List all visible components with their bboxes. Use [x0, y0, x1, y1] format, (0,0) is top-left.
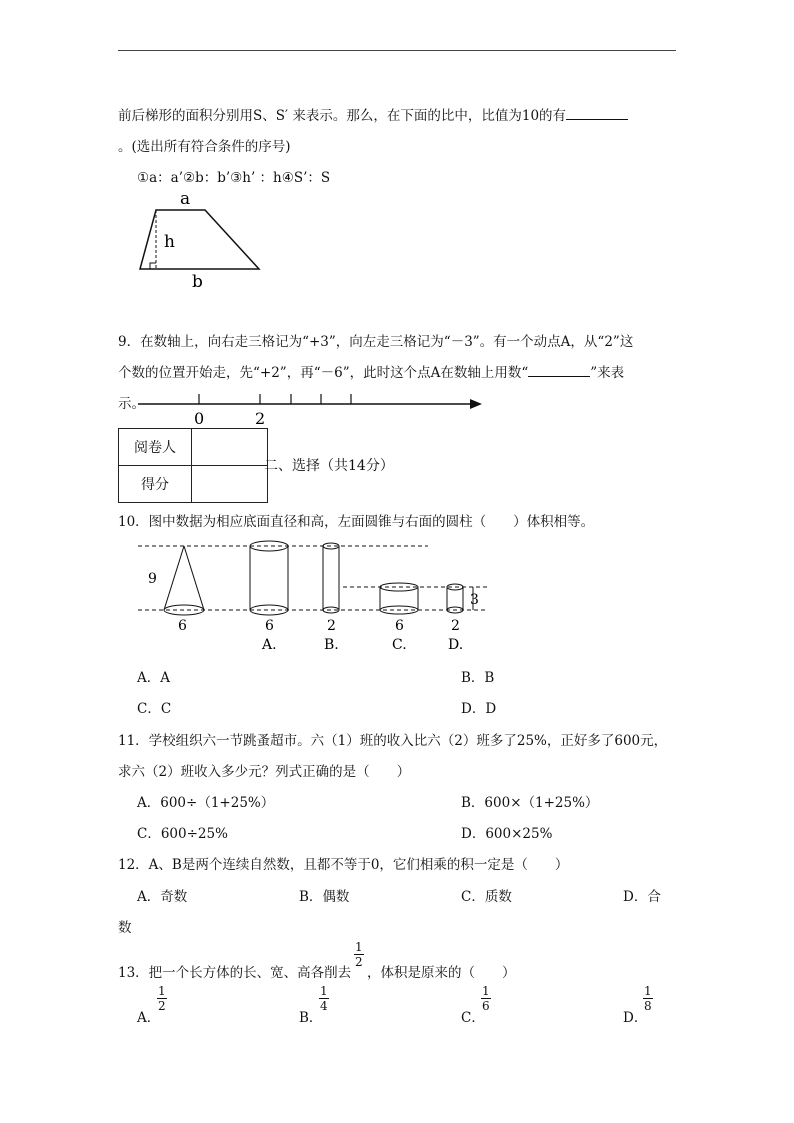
cylA-letter: A. — [262, 637, 277, 653]
q9-line2-end: ”来表 — [590, 365, 625, 381]
q12-option-c[interactable]: C．质数 — [461, 889, 512, 905]
trapezoid-height-label: h — [164, 232, 175, 252]
q10-option-b[interactable]: B．B — [461, 670, 495, 686]
q13-stem-fraction — [354, 940, 364, 969]
q12-option-d-cont: 数 — [118, 920, 132, 936]
section-title: 二、选择（共14分） — [264, 458, 394, 474]
cylC-diameter: 6 — [395, 618, 404, 634]
frac-den: 4 — [320, 999, 328, 1013]
axis-label-2: 2 — [255, 409, 266, 428]
q12-option-a[interactable]: A．奇数 — [137, 889, 188, 905]
number-line — [136, 390, 486, 430]
score-table — [118, 428, 268, 503]
q8-line1 — [118, 104, 628, 124]
cylD-diameter: 2 — [451, 618, 460, 634]
q13-option-c-fraction[interactable] — [481, 984, 491, 1013]
q8-line2: 。(选出所有符合条件的序号) — [118, 139, 291, 155]
q11-option-c[interactable]: C．600÷25% — [137, 826, 228, 842]
q9-answer-blank[interactable] — [528, 376, 590, 377]
q9-line1: 9．在数轴上，向右走三格记为“+3”，向左走三格记为“－3”。有一个动点A，从“2”这 — [118, 334, 634, 350]
frac-den: 2 — [355, 955, 363, 969]
q11-line2: 求六（2）班收入多少元？列式正确的是（ ） — [118, 764, 411, 780]
reviewer-label: 阅卷人 — [119, 429, 192, 466]
cone-diameter-label: 6 — [178, 618, 187, 634]
q10-option-c[interactable]: C．C — [137, 701, 172, 717]
frac-den: 2 — [158, 999, 166, 1013]
q10-figure — [138, 536, 488, 654]
q12-option-d[interactable]: D．合 — [623, 889, 661, 905]
q13-stem-end: ，体积是原来的（ ） — [367, 965, 516, 981]
q13-option-a-label[interactable]: A． — [137, 1010, 161, 1026]
trapezoid-figure — [130, 188, 270, 288]
cone-height-label: 9 — [148, 571, 157, 587]
header-rule — [118, 50, 676, 51]
q13-option-b-label[interactable]: B． — [299, 1010, 323, 1026]
q13-option-b-fraction[interactable] — [319, 984, 329, 1013]
frac-num: 1 — [320, 984, 328, 998]
q13-option-d-label[interactable]: D． — [623, 1010, 648, 1026]
q13-option-d-fraction[interactable] — [643, 984, 653, 1013]
cylC-letter: C. — [392, 637, 407, 653]
frac-den: 8 — [644, 999, 652, 1013]
q13-stem-start: 13．把一个长方体的长、宽、高各削去 — [118, 965, 352, 981]
frac-num: 1 — [482, 984, 490, 998]
q9-line2-text: 个数的位置开始走，先“+2”，再“－6”，此时这个点A在数轴上用数“ — [118, 365, 529, 381]
q13-option-c-label[interactable]: C． — [461, 1010, 485, 1026]
q12-stem: 12．A、B是两个连续自然数，且都不等于0，它们相乘的积一定是（ ） — [118, 857, 569, 873]
q10-option-d[interactable]: D．D — [461, 701, 497, 717]
cylA-diameter: 6 — [265, 618, 274, 634]
q8-options: ①a：a’②b：b’③h’ ：h④S’：S — [137, 170, 331, 186]
score-label: 得分 — [119, 466, 192, 503]
axis-label-0: 0 — [194, 409, 205, 428]
q10-stem: 10．图中数据为相应底面直径和高，左面圆锥与右面的圆柱（ ）体积相等。 — [118, 514, 595, 530]
q9-line3: 示。 — [118, 396, 145, 412]
frac-num: 1 — [158, 984, 166, 998]
q13-option-a-fraction[interactable] — [157, 984, 167, 1013]
score-cell[interactable] — [192, 466, 268, 503]
cylB-letter: B. — [324, 637, 339, 653]
frac-num: 1 — [644, 984, 652, 998]
q10-option-a[interactable]: A．A — [137, 670, 170, 686]
cylinder-height-label: 3 — [470, 592, 479, 608]
cylB-diameter: 2 — [327, 618, 336, 634]
trapezoid-top-label: a — [180, 189, 191, 209]
q11-option-a[interactable]: A．600÷（1+25%） — [137, 795, 275, 811]
q8-text: 前后梯形的面积分别用S、S′ 来表示。那么，在下面的比中，比值为10的有 — [118, 108, 567, 124]
q8-answer-blank[interactable] — [566, 119, 628, 120]
cylD-letter: D. — [448, 637, 464, 653]
q12-option-b[interactable]: B．偶数 — [299, 889, 350, 905]
frac-num: 1 — [355, 940, 363, 954]
trapezoid-bottom-label: b — [192, 272, 203, 288]
frac-den: 6 — [482, 999, 490, 1013]
reviewer-cell[interactable] — [192, 429, 268, 466]
q11-option-d[interactable]: D．600×25% — [461, 826, 553, 842]
q11-line1: 11．学校组织六一节跳蚤超市。六（1）班的收入比六（2）班多了25%，正好多了600元， — [118, 733, 668, 749]
q11-option-b[interactable]: B．600×（1+25%） — [461, 795, 599, 811]
q9-line2 — [118, 361, 624, 381]
